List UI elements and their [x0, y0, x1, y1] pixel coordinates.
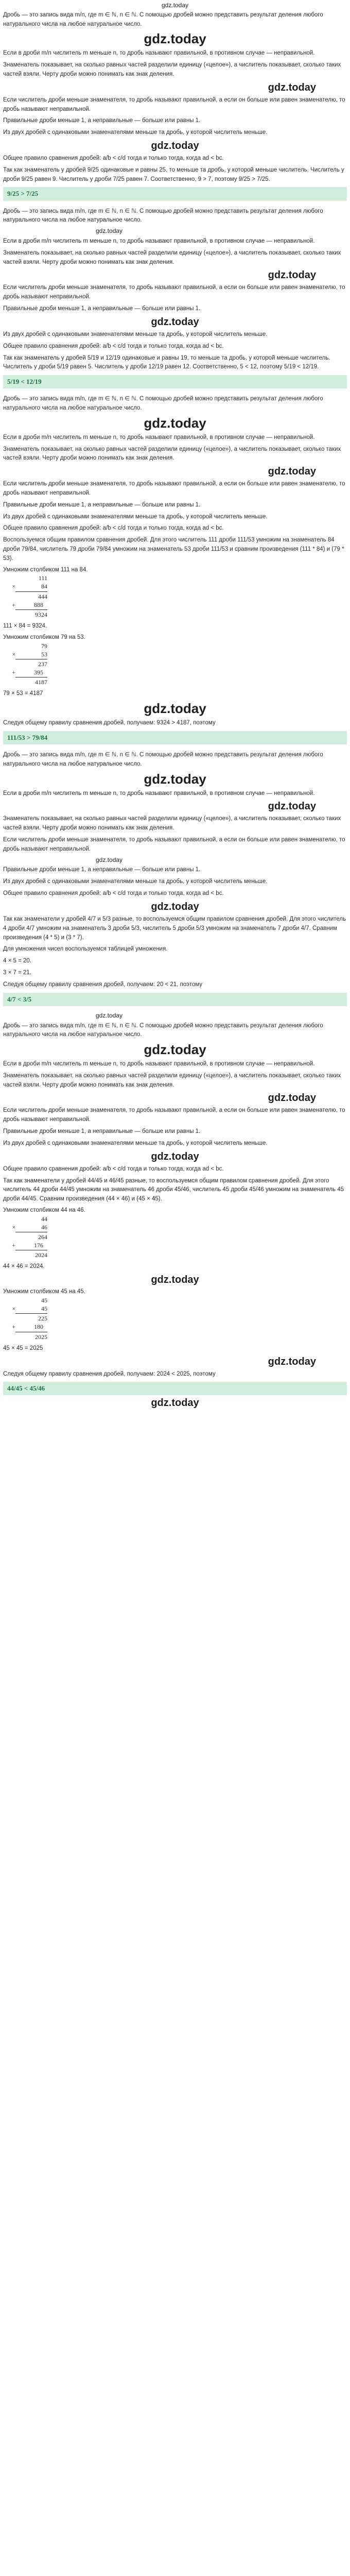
calc-result: 4 × 5 = 20.	[3, 958, 31, 964]
theory-paragraph: Дробь — это запись вида m/n, где m ∈ ℕ, n ∈ ℕ. С помощью дробей можно представить результат деления любого натурального числа на любое натуральное число.	[3, 208, 323, 224]
theory-paragraph: Знаменатель показывает, на сколько равных частей разделили единицу («целое»), а числитель показывает, сколько таких частей взяли. Черту дроби можно понимать как знак деления.	[3, 1072, 341, 1088]
task-4	[3, 751, 347, 1006]
site-watermark: gdz.today	[151, 1150, 199, 1162]
site-watermark: gdz.today	[268, 269, 316, 281]
answer-box: 9/25 > 7/25	[3, 187, 347, 200]
theory-paragraph: Если в дроби m/n числитель m меньше n, то дробь называют правильной, в противном случае — неправильной.	[3, 434, 315, 440]
theory-paragraph: Общее правило сравнения дробей: a/b < c/d тогда и только тогда, когда ad < bc.	[3, 1165, 224, 1172]
site-watermark: gdz.today	[268, 801, 316, 812]
theory-paragraph: Знаменатель показывает, на сколько равных частей разделили единицу («целое»), а числитель показывает, сколько таких частей взяли. Черту дроби можно понимать как знак деления.	[3, 249, 341, 265]
partial-product: 395	[34, 669, 43, 676]
task-explanation: Так как знаменатель у дробей 5/19 и 12/19 одинаковые и равны 19, то меньше та дробь, у которой меньше числитель. Числитель у дроби 5/19 равен 5. Числитель у дроби 12/19 равен 12. Соответственно, 5 < 12, поэтому 5/19 < 12/19.	[3, 354, 330, 370]
site-watermark: gdz.today	[144, 31, 206, 47]
site-watermark: gdz.today	[161, 2, 189, 9]
task-explanation: Так как знаменатели у дробей 4/7 и 5/3 разные, то воспользуемся общим правилом сравнения дробей. Для этого числитель 4 дроби 4/7 умножим на знаменатель 3 дроби 5/3, числитель 5 дроби 5/3 умножим на знаменатель 7 дроби 4/7. Сравним произведения (4 * 5) и (3 * 7).	[3, 916, 346, 941]
site-watermark: gdz.today	[144, 771, 206, 787]
theory-paragraph: Если числитель дроби меньше знаменателя, то дробь называют правильной, а если он больше или равен знаменателю, то дробь называют неправильной.	[3, 837, 345, 852]
theory-paragraph: Правильные дроби меньше 1, а неправильные — больше или равны 1.	[3, 1128, 201, 1135]
theory-paragraph: Из двух дробей с одинаковыми знаменателями меньше та дробь, у которой числитель меньше.	[3, 331, 268, 337]
multiplicand: 111	[38, 574, 47, 582]
partial-product: 225	[38, 1315, 47, 1323]
site-watermark: gdz.today	[268, 1355, 316, 1367]
partial-product: 444	[38, 592, 47, 600]
site-watermark: gdz.today	[151, 316, 199, 328]
calc-title: Умножим столбиком 45 на 45.	[3, 1289, 85, 1295]
column-multiplication: Умножим столбиком 44 на 46. 44 × 46 264 + 176 2024	[10, 1207, 347, 1259]
theory-paragraph: Правильные дроби меньше 1, а неправильные — больше или равны 1.	[3, 867, 201, 873]
theory-paragraph: Если в дроби m/n числитель m меньше n, то дробь называют правильной, в противном случае — неправильной.	[3, 1061, 315, 1067]
theory-paragraph: Если в дроби m/n числитель m меньше n, то дробь называют правильной, в противном случае — неправильной.	[3, 790, 315, 796]
site-watermark: gdz.today	[268, 466, 316, 478]
column-multiplication: Умножим столбиком 45 на 45. 45 × 45 225 + 180 2025	[10, 1288, 347, 1341]
theory-paragraph: Из двух дробей с одинаковыми знаменателями меньше та дробь, у которой числитель меньше.	[3, 513, 268, 520]
theory-paragraph: Правильные дроби меньше 1, а неправильные — больше или равны 1.	[3, 306, 201, 312]
partial-product: 888	[34, 601, 43, 608]
site-watermark: gdz.today	[96, 856, 123, 863]
task-conclusion: Следуя общему правилу сравнения дробей, получаем: 2024 < 2025, поэтому	[3, 1370, 216, 1377]
answer-box: 4/7 < 3/5	[3, 993, 347, 1006]
multiplicand: 45	[41, 1296, 47, 1304]
product: 9324	[35, 611, 47, 618]
multiplicand: 44	[41, 1215, 47, 1223]
calc-result: 44 × 46 = 2024.	[3, 1263, 45, 1270]
theory-paragraph: Из двух дробей с одинаковыми знаменателями меньше та дробь, у которой числитель меньше.	[3, 129, 268, 136]
theory-paragraph: Из двух дробей с одинаковыми знаменателями меньше та дробь, у которой числитель меньше.	[3, 878, 268, 885]
theory-paragraph: Знаменатель показывает, на сколько равных частей разделили единицу («целое»), а числитель показывает, сколько таких частей взяли. Черту дроби можно понимать как знак деления.	[3, 62, 341, 77]
task-conclusion: Следуя общему правилу сравнения дробей, получаем: 9324 > 4187, поэтому	[3, 720, 216, 726]
theory-paragraph: Знаменатель показывает, на сколько равных частей разделили единицу («целое»), а числитель показывает, сколько таких частей взяли. Черту дроби можно понимать как знак деления.	[3, 816, 341, 832]
site-watermark: gdz.today	[96, 1011, 123, 1019]
task-explanation: Так как знаменатели у дробей 44/45 и 46/45 разные, то воспользуемся общим правилом сравнения дробей. Для этого числитель 44 дроби 44/45 умножим на знаменатель 46 дроби 45/46, числитель 45 дроби 45/46 умножим на знаменатель 45 дроби 44/45. Сравним произведения (44 × 46) и (45 × 45).	[3, 1177, 344, 1202]
calc-title: Умножим столбиком 44 на 46.	[3, 1207, 85, 1213]
theory-paragraph: Знаменатель показывает, на сколько равных частей разделили единицу («целое»), а числитель показывает, сколько таких частей взяли. Черту дроби можно понимать как знак деления.	[3, 446, 341, 462]
answer-box: 44/45 < 45/46	[3, 1382, 347, 1395]
theory-paragraph: Если в дроби m/n числитель m меньше n, то дробь называют правильной, в противном случае — неправильной.	[3, 238, 315, 244]
multiplier: 53	[41, 650, 47, 658]
calc-result: 45 × 45 = 2025	[3, 1345, 43, 1351]
task-1	[3, 2, 347, 201]
theory-paragraph: Если числитель дроби меньше знаменателя, то дробь называют правильной, а если он больше или равен знаменателю, то дробь называют неправильной.	[3, 1107, 345, 1123]
calc-title: Умножим столбиком 111 на 84.	[3, 566, 88, 573]
theory-paragraph: Дробь — это запись вида m/n, где m ∈ ℕ, n ∈ ℕ. С помощью дробей можно представить результат деления любого натурального числа на любое натуральное число.	[3, 11, 323, 27]
multiplier: 84	[41, 583, 47, 590]
multiplicand: 79	[41, 642, 47, 650]
calc-result: 111 × 84 = 9324.	[3, 623, 47, 630]
partial-product: 264	[38, 1233, 47, 1241]
theory-paragraph: Общее правило сравнения дробей: a/b < c/d тогда и только тогда, когда ad < bc.	[3, 525, 224, 532]
theory-paragraph: Если в дроби m/n числитель m меньше n, то дробь называют правильной, в противном случае — неправильной.	[3, 50, 315, 57]
theory-paragraph: Правильные дроби меньше 1, а неправильные — больше или равны 1.	[3, 501, 201, 508]
column-multiplication: Умножим столбиком 111 на 84. 111 × 84 444 + 888 9324	[10, 566, 347, 619]
theory-paragraph: Правильные дроби меньше 1, а неправильные — больше или равны 1.	[3, 117, 201, 124]
task-explanation: Так как знаменатель у дробей 9/25 одинаковые и равны 25, то меньше та дробь, у которой меньше числитель. Числитель у дроби 9/25 равен 9. Числитель у дроби 7/25 равен 7. Соответственно, 9 > 7, поэтому 9/25 > 7/25.	[3, 166, 344, 182]
task-explanation: Воспользуемся общим правилом сравнения дробей. Для этого числитель 111 дроби 111/53 умножим на знаменатель 84 дроби 79/84, числитель 79 дроби 79/84 умножим на знаменатель 53 дроби 111/53 и сравним произведения (111 * 84) и (79 * 53).	[3, 537, 344, 562]
table-note: Для умножения чисел воспользуемся таблицей умножения.	[3, 946, 168, 953]
product: 2025	[35, 1333, 47, 1341]
site-watermark: gdz.today	[144, 415, 206, 431]
task-3	[3, 395, 347, 744]
theory-paragraph: Общее правило сравнения дробей: a/b < c/d тогда и только тогда, когда ad < bc.	[3, 155, 224, 161]
site-watermark: gdz.today	[151, 1274, 199, 1286]
site-watermark: gdz.today	[96, 227, 123, 235]
site-watermark: gdz.today	[268, 1092, 316, 1104]
theory-paragraph: Дробь — это запись вида m/n, где m ∈ ℕ, n ∈ ℕ. С помощью дробей можно представить результат деления любого натурального числа на любое натуральное число.	[3, 752, 323, 767]
site-watermark: gdz.today	[268, 81, 316, 93]
theory-paragraph: Если числитель дроби меньше знаменателя, то дробь называют правильной, а если он больше или равен знаменателю, то дробь называют неправильной.	[3, 481, 345, 497]
theory-paragraph: Если числитель дроби меньше знаменателя, то дробь называют правильной, а если он больше или равен знаменателю, то дробь называют неправильной.	[3, 96, 345, 112]
site-watermark: gdz.today	[151, 140, 199, 151]
theory-paragraph: Общее правило сравнения дробей: a/b < c/d тогда и только тогда, когда ad < bc.	[3, 890, 224, 897]
task-2	[3, 207, 347, 389]
site-watermark: gdz.today	[144, 1042, 206, 1058]
product: 4187	[35, 679, 47, 686]
theory-paragraph: Дробь — это запись вида m/n, где m ∈ ℕ, n ∈ ℕ. С помощью дробей можно представить результат деления любого натурального числа на любое натуральное число.	[3, 396, 323, 412]
column-multiplication: Умножим столбиком 79 на 53. 79 × 53 237 + 395 4187	[10, 634, 347, 686]
theory-paragraph: Общее правило сравнения дробей: a/b < c/d тогда и только тогда, когда ad < bc.	[3, 343, 224, 349]
partial-product: 180	[34, 1323, 43, 1331]
site-watermark: gdz.today	[144, 701, 206, 717]
calc-result: 79 × 53 = 4187	[3, 690, 43, 697]
task-5	[3, 1012, 347, 1410]
site-watermark: gdz.today	[151, 1397, 199, 1409]
answer-box: 5/19 < 12/19	[3, 375, 347, 388]
task-conclusion: Следуя общему правилу сравнения дробей, получаем: 20 < 21, поэтому	[3, 981, 203, 988]
multiplier: 46	[41, 1223, 47, 1231]
theory-paragraph: Если числитель дроби меньше знаменателя, то дробь называют правильной, а если он больше или равен знаменателю, то дробь называют неправильной.	[3, 284, 345, 300]
partial-product: 237	[38, 660, 47, 668]
theory-paragraph: Из двух дробей с одинаковыми знаменателями меньше та дробь, у которой числитель меньше.	[3, 1140, 268, 1146]
product: 2024	[35, 1251, 47, 1259]
calc-result: 3 × 7 = 21.	[3, 969, 31, 976]
answer-box: 111/53 > 79/84	[3, 731, 347, 744]
site-watermark: gdz.today	[151, 901, 199, 912]
calc-title: Умножим столбиком 79 на 53.	[3, 634, 85, 640]
multiplier: 45	[41, 1304, 47, 1312]
theory-paragraph: Дробь — это запись вида m/n, где m ∈ ℕ, n ∈ ℕ. С помощью дробей можно представить результат деления любого натурального числа на любое натуральное число.	[3, 1022, 323, 1038]
partial-product: 176	[34, 1242, 43, 1249]
